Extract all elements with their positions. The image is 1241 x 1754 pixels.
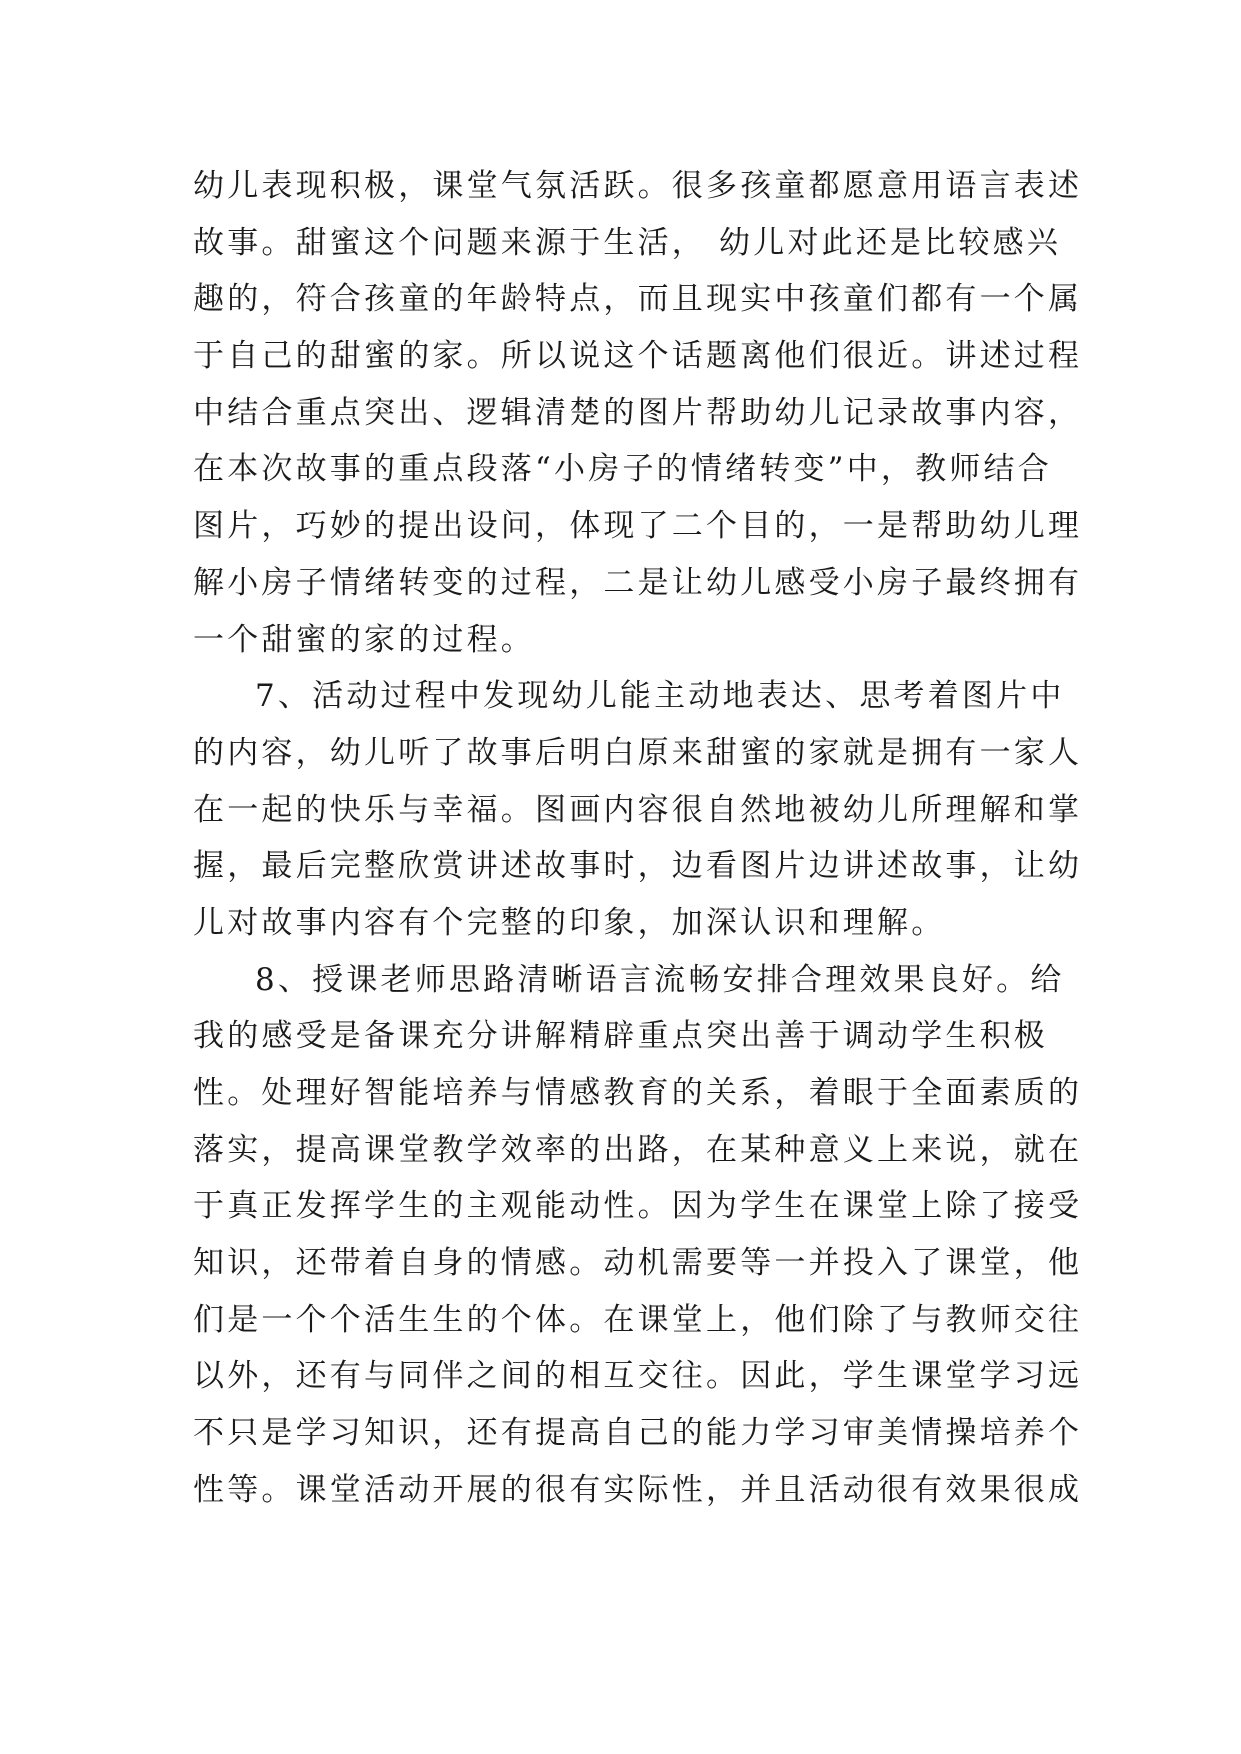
text-line: 性等。课堂活动开展的很有实际性，并且活动很有效果很成 [193, 1471, 1083, 1508]
text-line: 知识，还带着自身的情感。动机需要等一并投入了课堂，他 [193, 1245, 1083, 1282]
text-line: 中结合重点突出、逻辑清楚的图片帮助幼儿记录故事内容， [193, 394, 1083, 431]
text-line: 在一起的快乐与幸福。图画内容很自然地被幼儿所理解和掌 [193, 791, 1083, 828]
text-line: 图片，巧妙的提出设问，体现了二个目的，一是帮助幼儿理 [193, 508, 1083, 545]
document-body-text [193, 158, 1083, 1519]
text-line: 一个甜蜜的家的过程。 [193, 621, 535, 658]
text-line: 不只是学习知识，还有提高自己的能力学习审美情操培养个 [193, 1415, 1083, 1452]
text-line: 于真正发挥学生的主观能动性。因为学生在课堂上除了接受 [193, 1188, 1083, 1225]
paragraph-start-line: 7、活动过程中发现幼儿能主动地表达、思考着图片中 [255, 678, 1065, 715]
text-line: 以外，还有与同伴之间的相互交往。因此，学生课堂学习远 [193, 1358, 1083, 1395]
text-line: 于自己的甜蜜的家。所以说这个话题离他们很近。讲述过程 [193, 338, 1083, 375]
text-line: 落实，提高课堂教学效率的出路，在某种意义上来说，就在 [193, 1131, 1083, 1168]
text-line: 在本次故事的重点段落“小房子的情绪转变”中，教师结合 [193, 451, 1052, 488]
paragraph-start-line: 8、授课老师思路清晰语言流畅安排合理效果良好。给 [255, 961, 1065, 998]
text-line: 性。处理好智能培养与情感教育的关系，着眼于全面素质的 [193, 1075, 1083, 1111]
text-line: 我的感受是备课充分讲解精辟重点突出善于调动学生积极 [193, 1018, 1048, 1055]
text-line: 的内容，幼儿听了故事后明白原来甜蜜的家就是拥有一家人 [193, 734, 1083, 771]
text-line: 儿对故事内容有个完整的印象，加深认识和理解。 [193, 904, 946, 941]
text-line: 幼儿表现积极，课堂气氛活跃。很多孩童都愿意用语言表述 [193, 168, 1083, 204]
text-line: 趣的，符合孩童的年龄特点，而且现实中孩童们都有一个属 [193, 281, 1083, 318]
text-line: 解小房子情绪转变的过程，二是让幼儿感受小房子最终拥有 [193, 564, 1083, 601]
text-line: 故事。甜蜜这个问题来源于生活， 幼儿对此还是比较感兴 [193, 224, 1062, 261]
text-line: 握，最后完整欣赏讲述故事时，边看图片边讲述故事，让幼 [193, 848, 1083, 885]
text-line: 们是一个个活生生的个体。在课堂上，他们除了与教师交往 [193, 1301, 1083, 1338]
